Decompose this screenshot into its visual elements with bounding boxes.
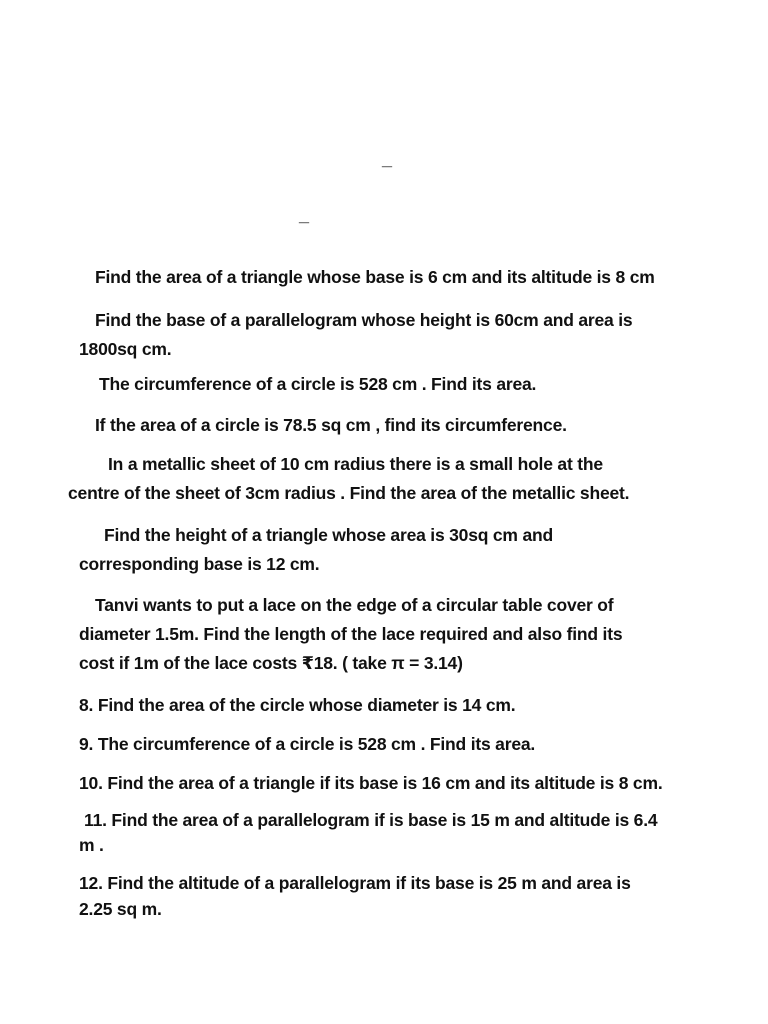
question-7-line-2: diameter 1.5m. Find the length of the lace required and also find its <box>79 624 623 644</box>
question-11 <box>79 806 657 860</box>
question-1-line-1: Find the area of a triangle whose base is 6 cm and its altitude is 8 cm <box>95 267 655 287</box>
question-4 <box>95 411 567 440</box>
question-7-line-1: Tanvi wants to put a lace on the edge of a circular table cover of <box>95 595 614 615</box>
question-9 <box>79 730 535 759</box>
question-5-line-2: centre of the sheet of 3cm radius . Find the area of the metallic sheet. <box>68 483 630 503</box>
question-10 <box>79 769 663 798</box>
question-11-line-2: m . <box>79 835 104 855</box>
question-6-line-2: corresponding base is 12 cm. <box>79 554 320 574</box>
question-7-line-3: cost if 1m of the lace costs ₹18. ( take π = 3.14) <box>79 653 463 673</box>
question-3-line-1: The circumference of a circle is 528 cm . Find its area. <box>99 374 537 394</box>
question-2-line-2: 1800sq cm. <box>79 339 172 359</box>
header-mark-1: _ <box>382 149 393 169</box>
question-12-line-1: 12. Find the altitude of a parallelogram if its base is 25 m and area is <box>79 873 631 893</box>
question-8-line-1: 8. Find the area of the circle whose diameter is 14 cm. <box>79 695 516 715</box>
question-4-line-1: If the area of a circle is 78.5 sq cm , find its circumference. <box>95 415 567 435</box>
question-5 <box>68 450 629 508</box>
question-2 <box>79 306 632 364</box>
question-12 <box>79 869 631 924</box>
question-6 <box>79 521 553 579</box>
question-10-line-1: 10. Find the area of a triangle if its base is 16 cm and its altitude is 8 cm. <box>79 773 663 793</box>
question-7 <box>79 591 622 678</box>
question-12-line-2: 2.25 sq m. <box>79 899 162 919</box>
header-mark-2: _ <box>299 205 310 225</box>
question-9-line-1: 9. The circumference of a circle is 528 cm . Find its area. <box>79 734 536 754</box>
question-11-line-1: 11. Find the area of a parallelogram if is base is 15 m and altitude is 6.4 <box>84 810 658 830</box>
question-2-line-1: Find the base of a parallelogram whose height is 60cm and area is <box>95 310 633 330</box>
question-3 <box>99 370 536 399</box>
question-5-line-1: In a metallic sheet of 10 cm radius there is a small hole at the <box>108 454 603 474</box>
question-1 <box>95 263 655 292</box>
question-8 <box>79 691 515 720</box>
question-6-line-1: Find the height of a triangle whose area is 30sq cm and <box>104 525 553 545</box>
